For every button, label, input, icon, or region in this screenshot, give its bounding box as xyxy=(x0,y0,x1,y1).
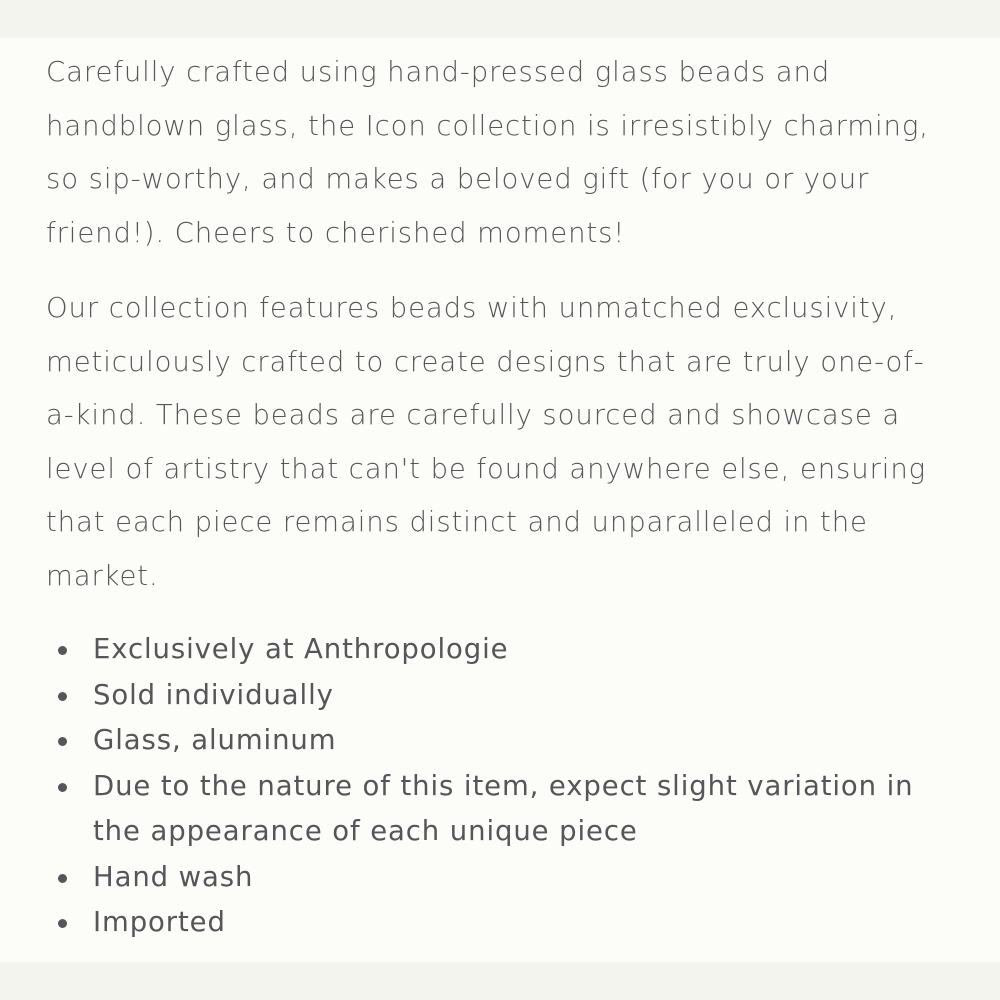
list-item xyxy=(46,673,946,719)
list-item xyxy=(46,627,946,673)
bullet-dot-icon xyxy=(58,874,67,883)
list-item-text: Exclusively at Anthropologie xyxy=(93,633,509,665)
bullet-dot-icon xyxy=(58,783,67,792)
product-description-panel xyxy=(0,38,1000,962)
list-item xyxy=(46,718,946,764)
list-item-text: Due to the nature of this item, expect slight variation in the appearance of each unique piece xyxy=(93,769,914,847)
list-item-text: Glass, aluminum xyxy=(93,724,337,756)
bullet-dot-icon xyxy=(58,646,67,655)
list-item-text: Hand wash xyxy=(93,860,254,893)
description-paragraph: Our collection features beads with unmatched exclusivity, meticulously crafted to create designs that are truly one-of-a-kind. These beads are carefully sourced and showcase a level of artistry that can't be found anywhere else, ensuring that each piece remains distinct and unparalleled in the market. xyxy=(46,292,927,592)
product-details-list xyxy=(46,627,946,946)
description-paragraph: Carefully crafted using hand-pressed glass beads and handblown glass, the Icon collection is irresistibly charming, so sip-worthy, and makes a beloved gift (for you or your friend!). Cheers to cherished moments! xyxy=(46,56,929,249)
bullet-dot-icon xyxy=(58,692,67,701)
bullet-dot-icon xyxy=(58,737,67,746)
list-item xyxy=(46,764,946,855)
list-item xyxy=(46,855,946,901)
list-item xyxy=(46,900,946,946)
list-item-text: Imported xyxy=(93,906,226,938)
bullet-dot-icon xyxy=(58,919,67,928)
list-item-text: Sold individually xyxy=(93,678,334,711)
